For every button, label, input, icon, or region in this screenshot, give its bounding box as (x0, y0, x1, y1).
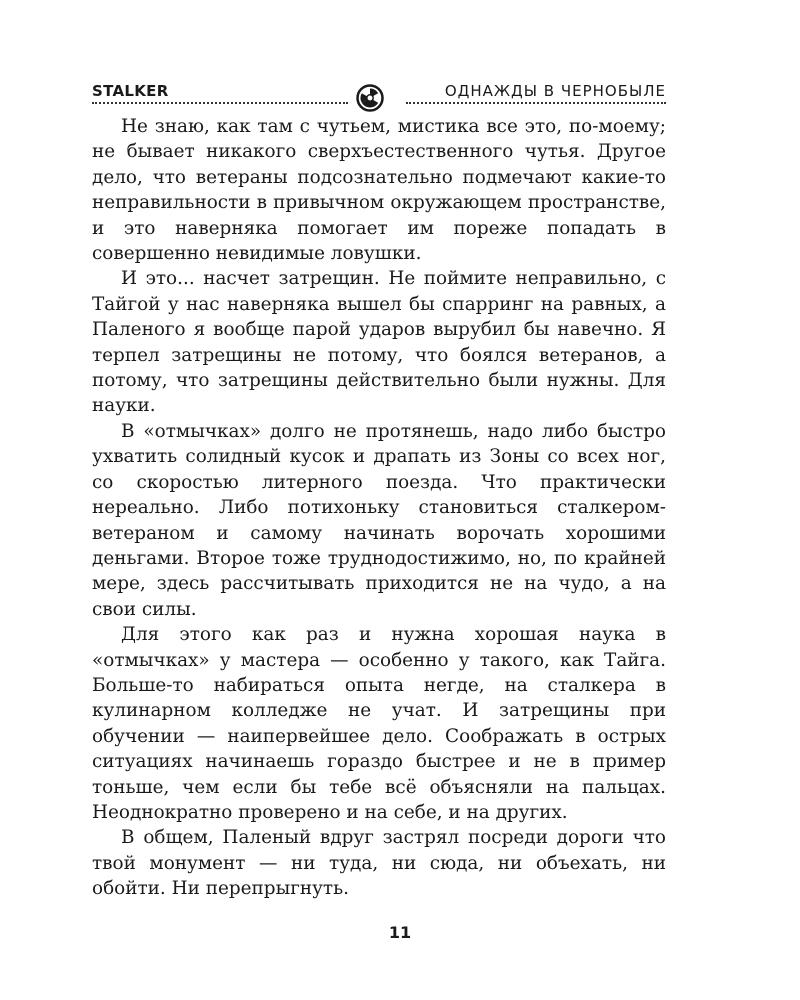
radiation-icon (356, 84, 384, 112)
book-title: ОДНАЖДЫ В ЧЕРНОБЫЛЕ (444, 82, 666, 100)
paragraph: В общем, Паленый вдруг застрял посреди дороги что твой монумент — ни туда, ни сюда, ни объехать, ни обойти. Ни перепрыгнуть. (92, 827, 666, 900)
paragraph: Для этого как раз и нужна хорошая наука в «отмычках» у мастера — особенно у такого, как Тайга. Больше-то набираться опыта негде, на сталкера в кулинарном колледже не учат. И затрещины при обучении — наипервейшее дело. Соображать в острых ситуациях начинаешь гораздо быстрее и не в пример тоньше, чем если бы тебе всё объясняли на пальцах. Неоднократно проверено и на себе, и на других. (92, 624, 666, 823)
paragraph: Не знаю, как там с чутьем, мистика все это, по-моему; не бывает никакого сверхъестественного чутья. Другое дело, что ветераны подсознательно подмечают какие-то неправильности в привычном окружающем пространстве, и это наверняка помогает им пореже попадать в совершенно невидимые ловушки. (92, 116, 666, 265)
page-number: 11 (388, 923, 412, 942)
series-title: STALKER (92, 82, 169, 100)
running-header (92, 78, 666, 110)
header-dotted-rule-left (92, 102, 348, 104)
paragraph: И это... насчет затрещин. Не поймите неправильно, с Тайгой у нас наверняка вышел бы спарринг на равных, а Паленого я вообще парой ударов вырубил бы навечно. Я терпел затрещины не потому, что боялся ветеранов, а потому, что затрещины действительно были нужны. Для науки. (92, 268, 666, 417)
paragraph: В «отмычках» долго не протянешь, надо либо быстро ухватить солидный кусок и драпать из Зоны со всех ног, со скоростью литерного поезда. Что практически нереально. Либо потихоньку становиться сталкером-ветераном и самому начинать ворочать хорошими деньгами. Второе тоже труднодостижимо, но, по крайней мере, здесь рассчитывать приходится не на чудо, а на свои силы. (92, 420, 666, 620)
header-dotted-rule-right (406, 102, 666, 104)
body-text (92, 114, 666, 902)
